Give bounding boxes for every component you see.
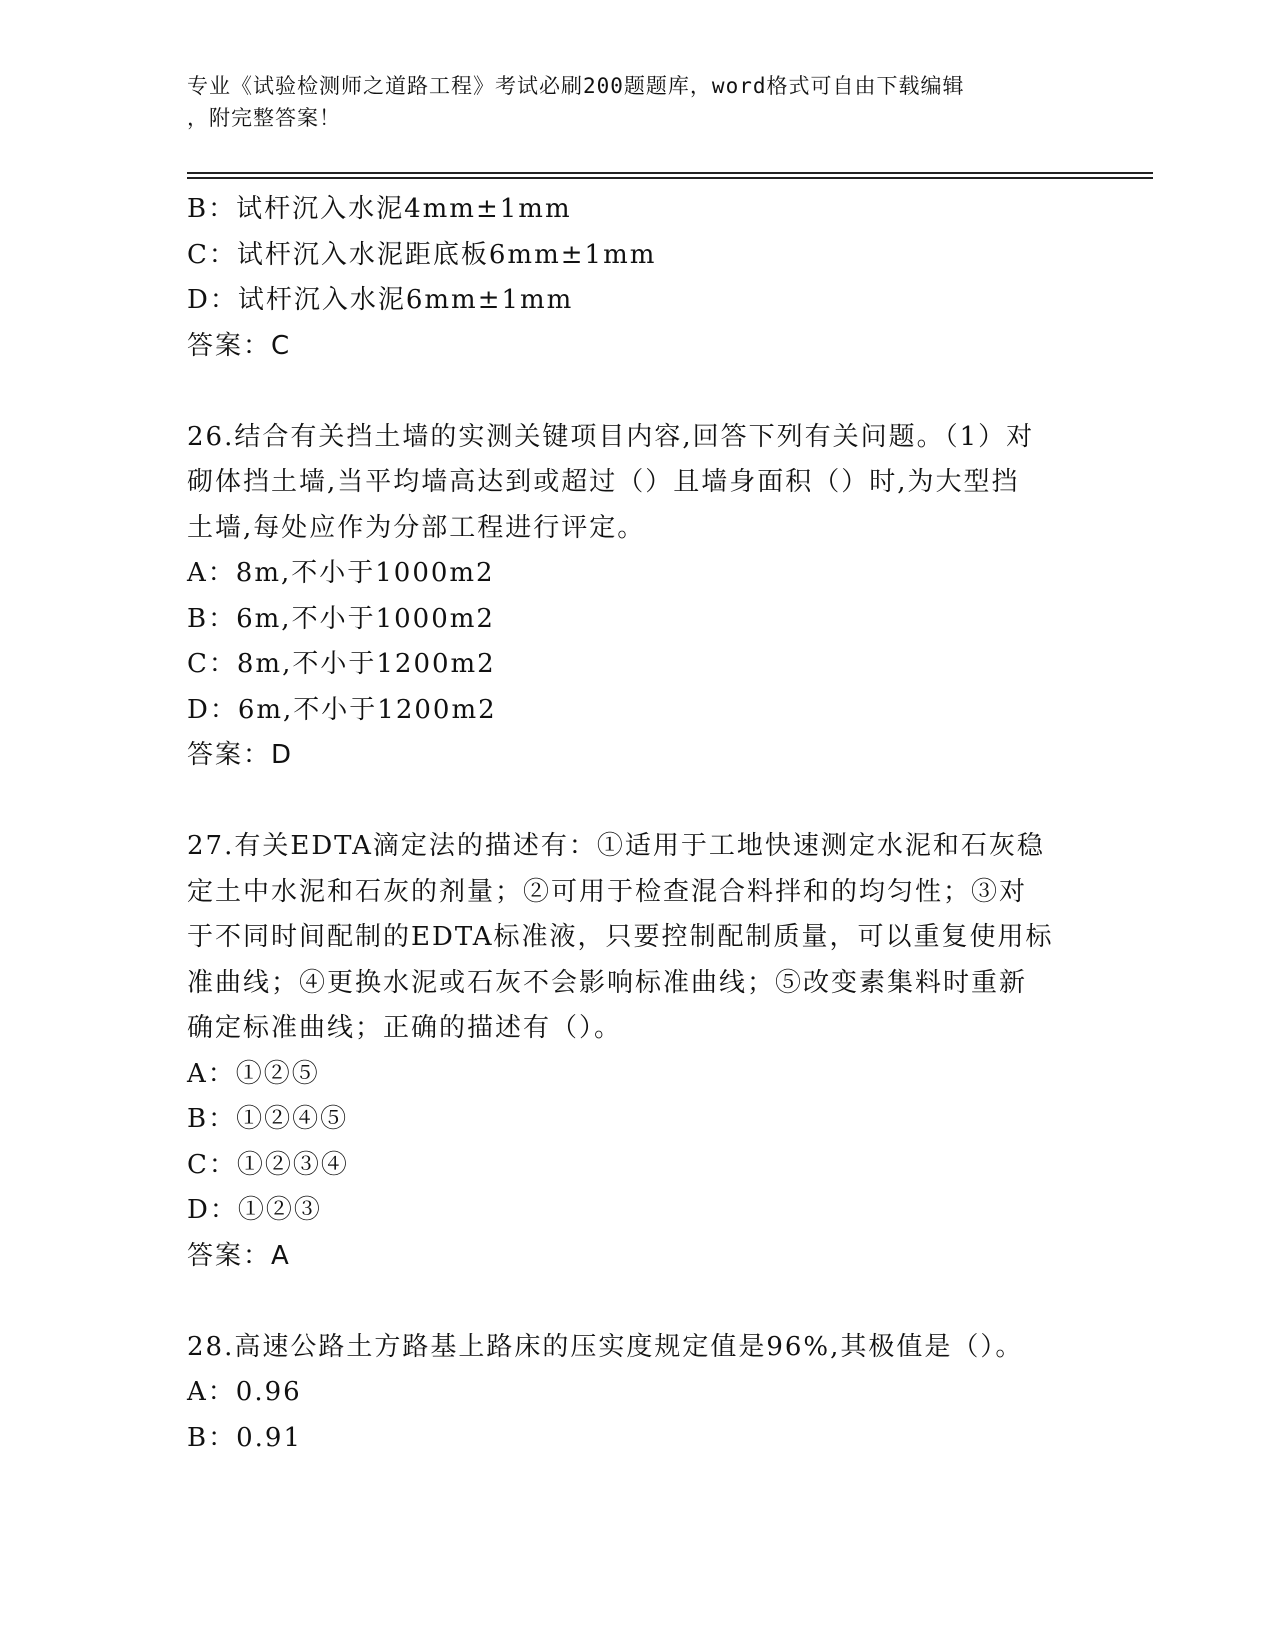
question-stem: 准曲线；④更换水泥或石灰不会影响标准曲线；⑤改变素集料时重新 [187,967,1028,998]
question-25 [187,187,1087,369]
header-title-line-cont: ，附完整答案！ [187,106,341,130]
question-stem: 于不同时间配制的EDTA标准液，只要控制配制质量，可以重复使用标 [187,922,1054,952]
option-b: B：试杆沉入水泥4mm±1mm [187,194,572,224]
question-26 [187,415,1087,779]
question-list [187,187,1087,1461]
question-28 [187,1325,1087,1462]
header-rule-top [187,172,1153,174]
option-b: B：0.91 [187,1422,302,1453]
option-a: A：8m,不小于1000m2 [187,558,495,588]
header-rule-bottom [187,177,1153,179]
header-title-line: 专业《试验检测师之道路工程》考试必刷200题题库，word格式可自由下载编辑 [187,74,965,98]
question-stem: 砌体挡土墙,当平均墙高达到或超过（）且墙身面积（）时,为大型挡 [187,467,1020,497]
question-stem: 26.结合有关挡土墙的实测关键项目内容,回答下列有关问题。（1）对 [187,421,1035,452]
option-a: A：0.96 [187,1377,302,1407]
option-d: D：①②③ [187,1195,322,1225]
question-stem: 土墙,每处应作为分部工程进行评定。 [187,512,646,543]
option-d: D：试杆沉入水泥6mm±1mm [187,285,574,315]
question-27 [187,824,1087,1279]
option-b: B：①②④⑤ [187,1104,349,1134]
option-a: A：①②⑤ [187,1058,320,1089]
answer-label: 答案：C [187,330,292,361]
option-c: C：8m,不小于1200m2 [187,649,496,679]
option-c: C：①②③④ [187,1149,349,1180]
answer-label: 答案：D [187,740,294,770]
document-header [187,70,1087,134]
option-d: D：6m,不小于1200m2 [187,694,497,725]
answer-label: 答案：A [187,1240,291,1271]
question-stem: 28.高速公路土方路基上路床的压实度规定值是96%,其极值是（）。 [187,1331,1024,1362]
option-b: B：6m,不小于1000m2 [187,603,495,634]
question-stem: 定土中水泥和石灰的剂量；②可用于检查混合料拌和的均匀性；③对 [187,876,1028,907]
question-stem: 27.有关EDTA滴定法的描述有：①适用于工地快速测定水泥和石灰稳 [187,831,1045,861]
question-stem: 确定标准曲线；正确的描述有（）。 [187,1013,623,1043]
option-c: C：试杆沉入水泥距底板6mm±1mm [187,239,657,270]
